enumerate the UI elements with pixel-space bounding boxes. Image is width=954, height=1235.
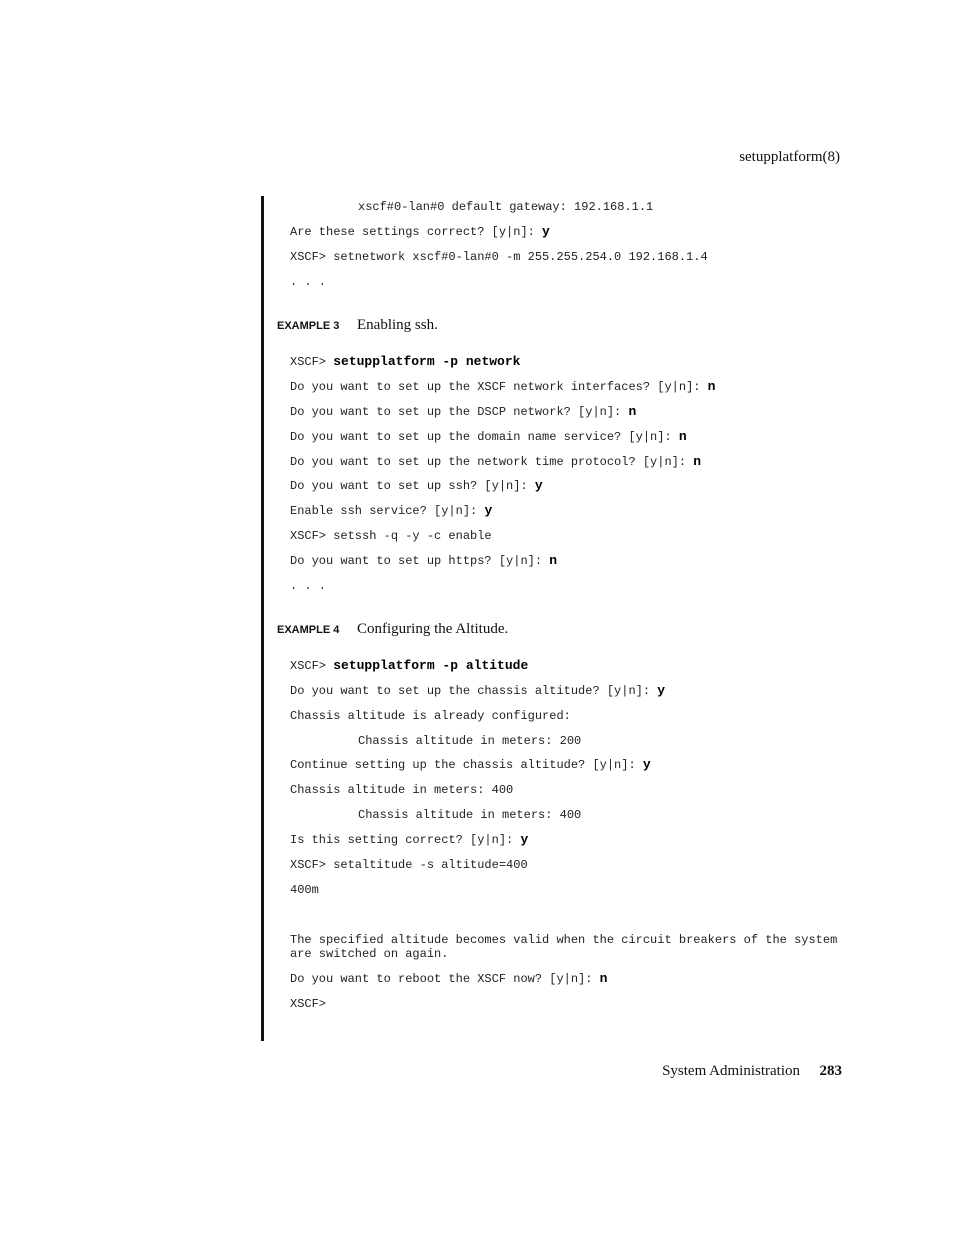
code-answer: y — [484, 503, 493, 518]
code-line: XSCF> setnetwork xscf#0-lan#0 -m 255.255.254.0 192.168.1.4 — [290, 250, 708, 264]
code-answer: y — [657, 683, 666, 698]
code-line: Chassis altitude in meters: 400 — [290, 783, 514, 797]
code-command: setupplatform -p network — [333, 354, 521, 369]
code-answer: n — [693, 454, 702, 469]
code-ellipsis: . . . — [290, 579, 327, 593]
code-line: Do you want to set up the chassis altitude? [y|n]: y — [290, 683, 666, 698]
code-answer: n — [707, 379, 716, 394]
code-answer: n — [549, 553, 558, 568]
code-line: Do you want to reboot the XSCF now? [y|n]: n — [290, 971, 608, 986]
code-line: Chassis altitude is already configured: — [290, 709, 571, 723]
code-line: XSCF> setaltitude -s altitude=400 — [290, 858, 528, 872]
code-answer: y — [542, 224, 550, 239]
code-answer: y — [520, 832, 529, 847]
code-command-line: XSCF> setupplatform -p network — [290, 354, 521, 369]
code-line: Do you want to set up ssh? [y|n]: y — [290, 478, 543, 493]
running-header: setupplatform(8) — [739, 149, 840, 165]
code-line: Is this setting correct? [y|n]: y — [290, 832, 529, 847]
code-note: The specified altitude becomes valid when the circuit breakers of the system are switched on again. — [290, 933, 838, 961]
code-line: Do you want to set up the network time protocol? [y|n]: n — [290, 454, 702, 469]
code-command-line: XSCF> setupplatform -p altitude — [290, 658, 529, 673]
code-line: xscf#0-lan#0 default gateway: 192.168.1.1 — [358, 200, 654, 214]
example-label: EXAMPLE 4 — [277, 624, 340, 636]
code-line: Do you want to set up the XSCF network interfaces? [y|n]: n — [290, 379, 716, 394]
code-command: setupplatform -p altitude — [333, 658, 529, 673]
code-line: Are these settings correct? [y|n]: y — [290, 224, 550, 239]
example-title: Configuring the Altitude. — [357, 621, 509, 637]
code-line: XSCF> setssh -q -y -c enable — [290, 529, 492, 543]
code-answer: y — [642, 757, 651, 772]
code-line: Continue setting up the chassis altitude? [y|n]: y — [290, 757, 651, 772]
code-answer: n — [678, 429, 687, 444]
code-answer: n — [599, 971, 608, 986]
example-label: EXAMPLE 3 — [277, 320, 340, 332]
example-title: Enabling ssh. — [357, 317, 438, 333]
code-line: Enable ssh service? [y|n]: y — [290, 503, 493, 518]
code-answer: n — [628, 404, 637, 419]
code-line: Chassis altitude in meters: 400 — [358, 808, 582, 822]
code-line: 400m — [290, 883, 319, 897]
change-bar — [261, 196, 264, 1041]
code-answer: y — [534, 478, 543, 493]
code-line: Do you want to set up https? [y|n]: n — [290, 553, 558, 568]
page-number: 283 — [819, 1063, 842, 1079]
code-line: Do you want to set up the domain name service? [y|n]: n — [290, 429, 687, 444]
footer-section-title: System Administration — [662, 1063, 800, 1079]
code-ellipsis: . . . — [290, 275, 327, 289]
code-line: Do you want to set up the DSCP network? [y|n]: n — [290, 404, 637, 419]
code-line: XSCF> — [290, 997, 327, 1011]
code-line: Chassis altitude in meters: 200 — [358, 734, 582, 748]
